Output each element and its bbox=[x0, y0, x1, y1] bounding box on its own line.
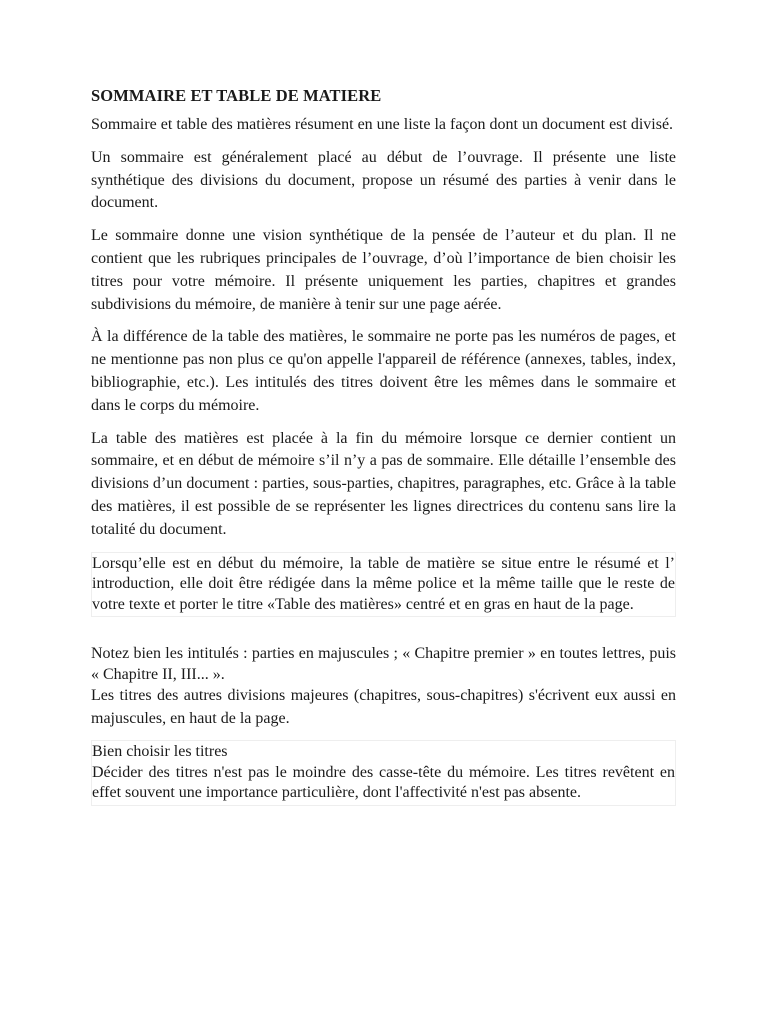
spacer bbox=[91, 627, 676, 644]
choisir-text: Décider des titres n'est pas le moindre des casse-tête du mémoire. Les titres revêtent en effet souvent une importance particulière, dont l'affectivité n'est pas absente. bbox=[92, 763, 675, 802]
document-page bbox=[91, 84, 676, 816]
boxed-choisir-titres bbox=[91, 740, 676, 806]
boxed-paragraph-debut-memoire bbox=[91, 552, 676, 618]
paragraph-sommaire-placement: Un sommaire est généralement placé au début de l’ouvrage. Il présente une liste synthétique des divisions du document, propose un résumé des parties à venir dans le document. bbox=[91, 148, 676, 212]
notez-block bbox=[91, 644, 676, 730]
notez-line-titres: Les titres des autres divisions majeures (chapitres, sous-chapitres) s'écrivent eux aussi en majuscules, en haut de la page. bbox=[91, 687, 676, 727]
paragraph-table-des-matieres: La table des matières est placée à la fin du mémoire lorsque ce dernier contient un sommaire, et en début de mémoire s’il n’y a pas de sommaire. Elle détaille l’ensemble des divisions d’un document : parties, sous-parties, chapitres, paragraphes, etc. Grâce à la table des matières, il est possible de se représenter les lignes directrices du contenu sans lire la totalité du document. bbox=[91, 429, 676, 538]
notez-line-intitules: Notez bien les intitulés : parties en majuscules ; « Chapitre premier » en toutes lettres, puis « Chapitre II, III... ». bbox=[91, 645, 676, 683]
boxed-paragraph-text: Lorsqu’elle est en début du mémoire, la table de matière se situe entre le résumé et l’ introduction, elle doit être rédigée dans la même police et la même taille que le reste de votre texte et porter le titre «Table des matières» centré et en gras en haut de la page. bbox=[92, 554, 675, 613]
document-title: SOMMAIRE ET TABLE DE MATIERE bbox=[91, 86, 382, 105]
paragraph-sommaire-vision: Le sommaire donne une vision synthétique de la pensée de l’auteur et du plan. Il ne contient que les rubriques principales de l’ouvrage, d’où l’importance de bien choisir les titres pour votre mémoire. Il présente uniquement les parties, chapitres et grandes subdivisions du mémoire, de manière à tenir sur une page aérée. bbox=[91, 227, 676, 313]
choisir-heading: Bien choisir les titres bbox=[92, 743, 228, 761]
paragraph-definition: Sommaire et table des matières résument en une liste la façon dont un document est divisé. bbox=[91, 116, 674, 133]
paragraph-difference: À la différence de la table des matières, le sommaire ne porte pas les numéros de pages, et ne mentionne pas non plus ce qu'on appelle l'appareil de référence (annexes, tables, index, bibliographie, etc.). Les intitulés des titres doivent être les mêmes dans le sommaire et dans le corps du mémoire. bbox=[91, 328, 676, 414]
